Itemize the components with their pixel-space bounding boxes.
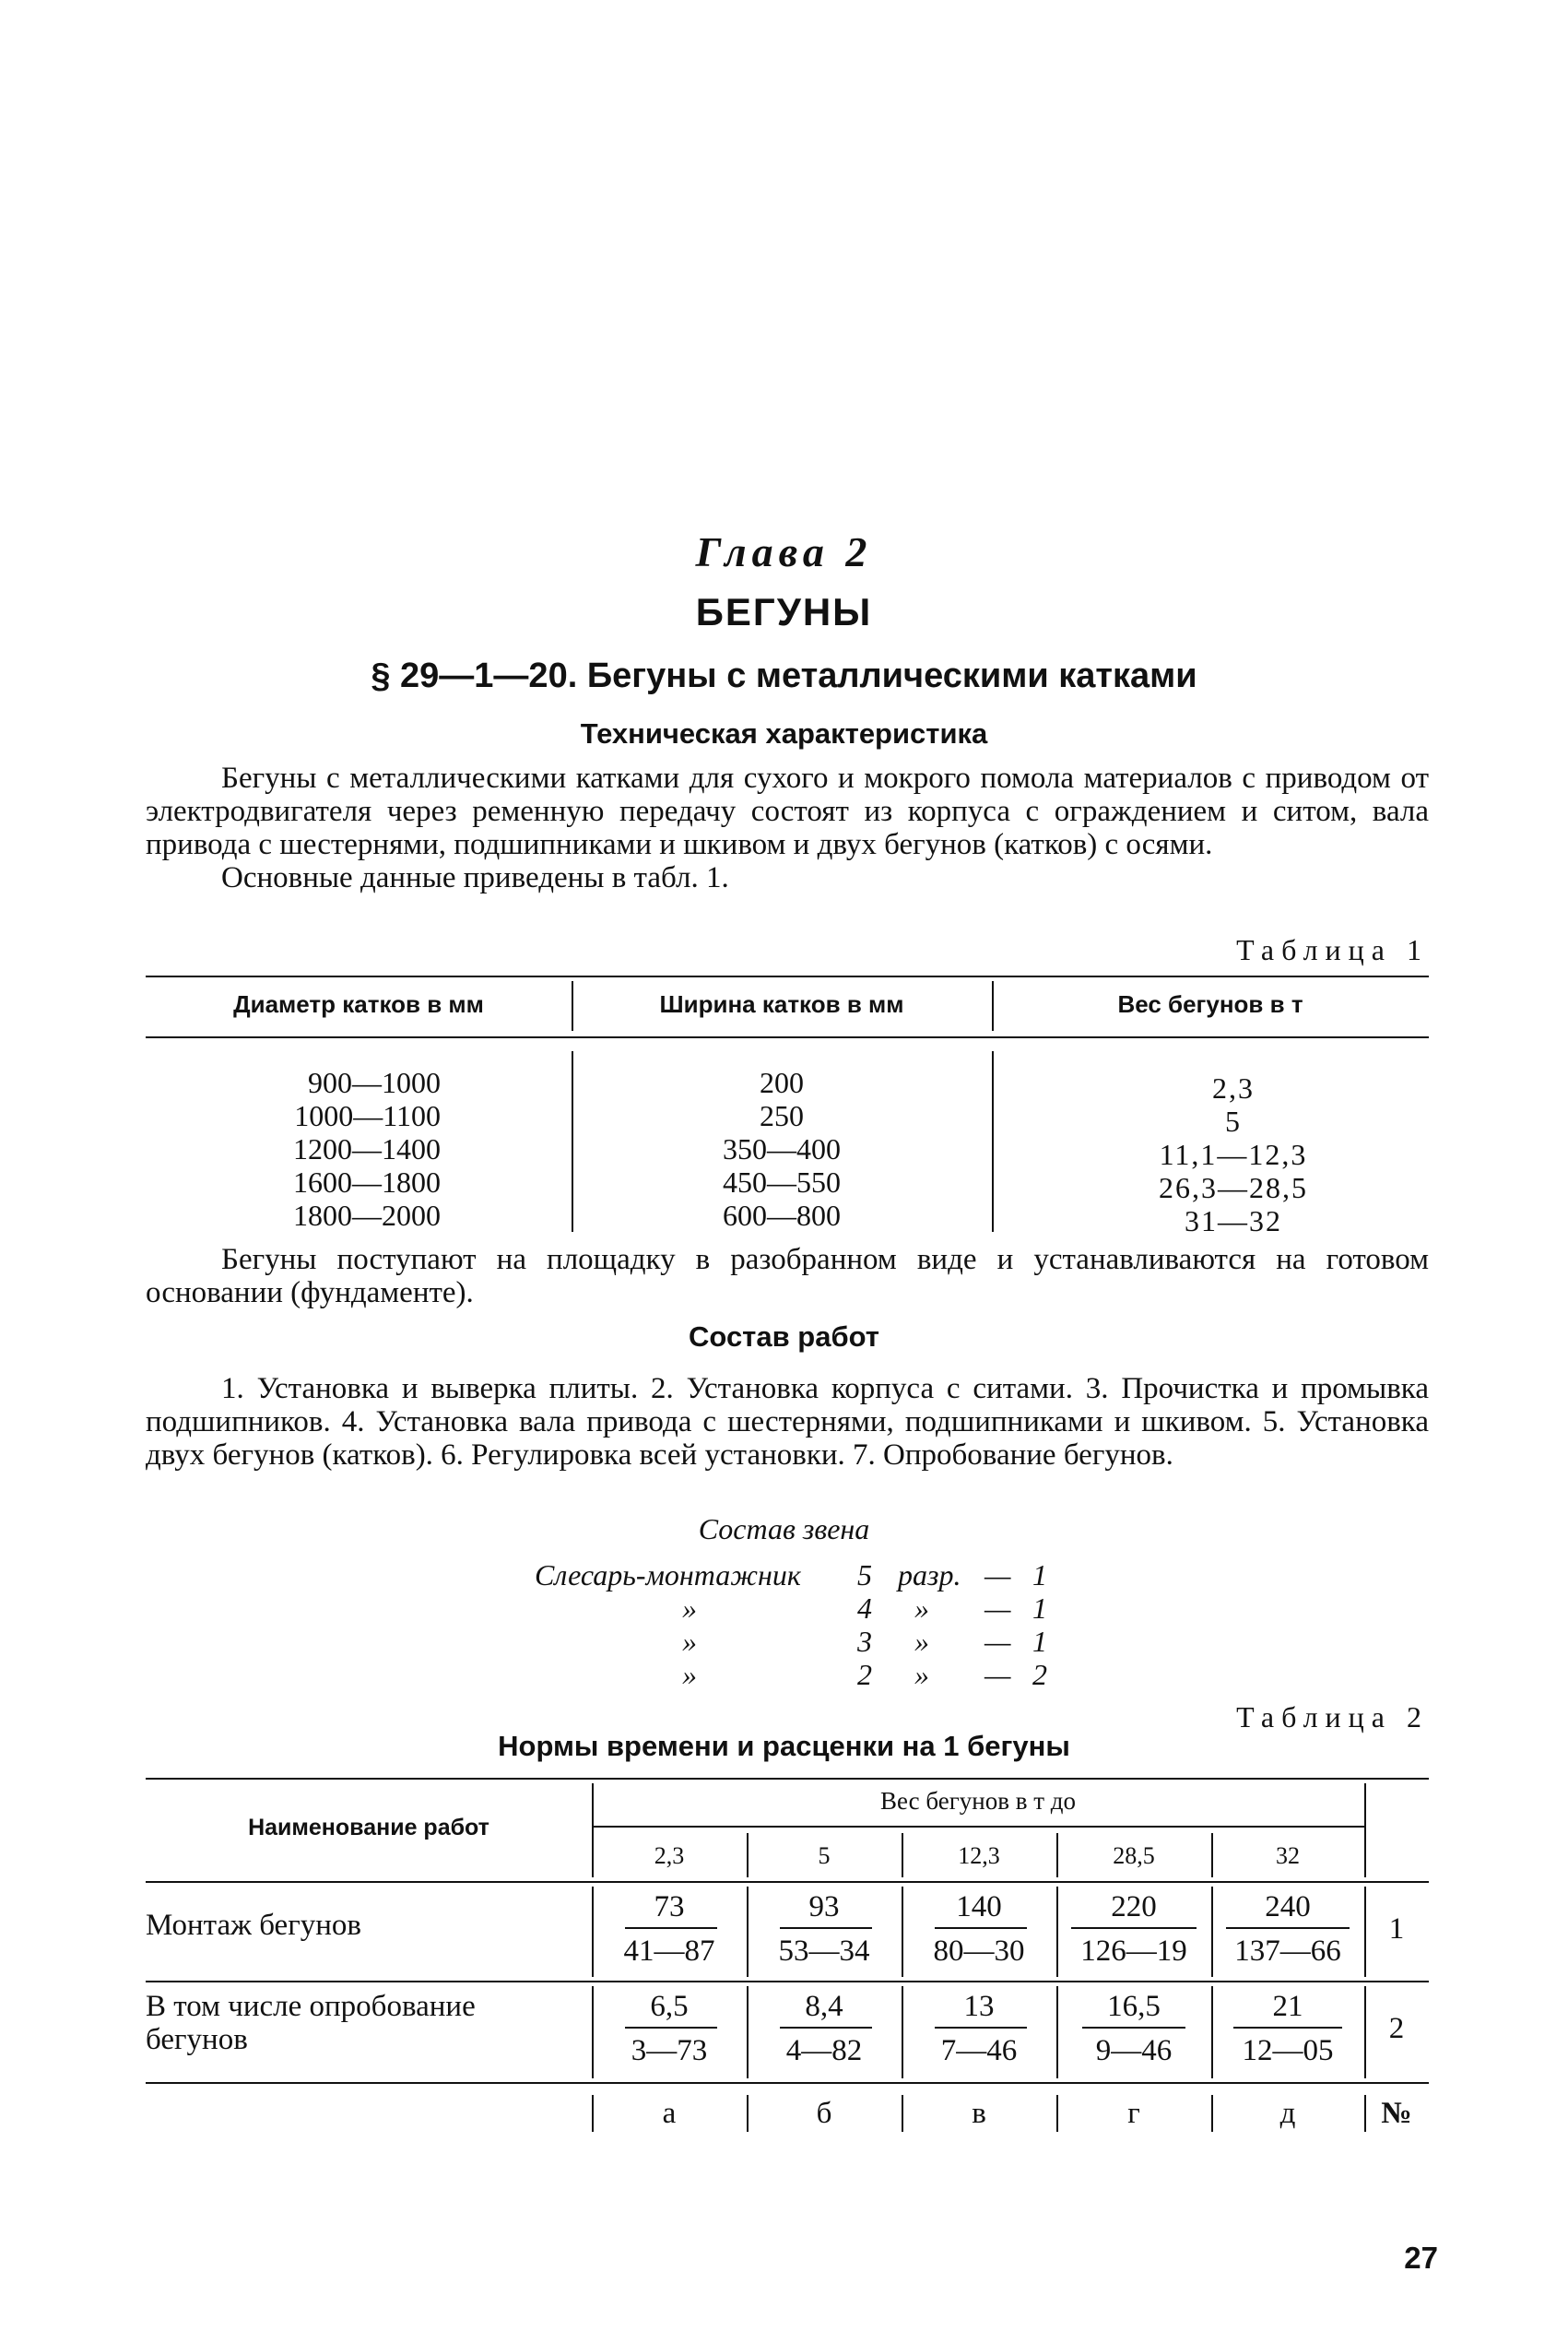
table-cell-price: 7—46 — [940, 2034, 1018, 2067]
intro-text: Бегуны с металлическими катками для сухого и мокрого помола материалов с приводом от электродвигателя через ременную передачу состоят из корпуса с ограждением и ситом, вала привода с шестернями, подшипниками и шкивом и двух бегунов (катков) с осями. — [146, 762, 1429, 861]
table-cell-norm: 240 — [1265, 1890, 1311, 1923]
page-number: 27 — [1404, 2241, 1438, 2275]
zveno-unit: » — [914, 1658, 929, 1691]
column-letter: в — [972, 2097, 986, 2130]
list-item — [535, 1625, 1088, 1658]
table2-divider — [1364, 1783, 1366, 1877]
table2-weight-header: 2,3 — [654, 1842, 685, 1869]
table2-group-header: Вес бегунов в т до — [879, 1787, 1077, 1815]
table1-header-rule — [146, 1036, 1429, 1038]
zveno-unit: » — [914, 1591, 929, 1625]
fraction-line — [780, 1927, 872, 1929]
table-cell-norm: 16,5 — [1107, 1990, 1161, 2023]
table2-caption: Таблица 2 — [1236, 1700, 1429, 1733]
column-letter: а — [662, 2097, 677, 2130]
works-paragraph — [146, 1372, 1429, 1472]
zveno-grade: 3 — [857, 1625, 872, 1658]
table1-diameter-column — [275, 1066, 441, 1232]
table-cell: 5 — [1225, 1105, 1242, 1138]
row-name-line: В том числе опробование — [146, 1990, 476, 2023]
column-letter: г — [1127, 2097, 1140, 2130]
zveno-heading: Состав звена — [698, 1512, 870, 1545]
table2-weight-header: 32 — [1276, 1842, 1300, 1869]
zveno-list — [535, 1558, 1088, 1691]
delivery-text: Бегуны поступают на площадку в разобранном виде и устанавливаются на готовом основании (фундаменте). — [146, 1243, 1429, 1309]
table2-row-number: 1 — [1388, 1912, 1405, 1946]
zveno-dash: — — [984, 1625, 1011, 1658]
table-cell: 11,1—12,3 — [1159, 1138, 1308, 1171]
fraction-line — [1233, 2027, 1342, 2029]
zveno-name: Слесарь-монтажник — [535, 1558, 801, 1591]
table1-weight-column — [1123, 1071, 1344, 1237]
fraction-line — [625, 2027, 717, 2029]
table-cell-norm: 73 — [654, 1890, 685, 1923]
table1-header-weight: Вес бегунов в т — [1117, 990, 1303, 1018]
table2-row-name: Монтаж бегунов — [146, 1909, 361, 1942]
table-cell: 1800—2000 — [293, 1199, 441, 1232]
table1-caption: Таблица 1 — [1236, 933, 1429, 966]
table-cell-norm: 6,5 — [650, 1990, 689, 2023]
table2-bottom-rule — [146, 2082, 1429, 2084]
fraction-line — [1071, 1927, 1197, 1929]
table-cell-price: 80—30 — [933, 1935, 1025, 1968]
table-cell: 1000—1100 — [294, 1099, 441, 1132]
table1-top-rule — [146, 976, 1429, 977]
zveno-name: » — [682, 1658, 697, 1691]
works-text: 1. Установка и выверка плиты. 2. Установка корпуса с ситами. 3. Прочистка и промывка подшипников. 4. Установка вала привода с шестернями, подшипниками и шкивом. 5. Установка двух бегунов (катков). 6. Регулировка всей установки. 7. Опробование бегунов. — [146, 1372, 1429, 1472]
table-cell-norm: 8,4 — [805, 1990, 843, 2023]
table2-row-number: 2 — [1388, 2012, 1405, 2045]
table-cell-price: 41—87 — [623, 1935, 715, 1968]
zveno-count: 2 — [1032, 1658, 1047, 1691]
table-cell: 2,3 — [1212, 1071, 1255, 1105]
table1-divider — [572, 1051, 573, 1232]
zveno-unit: » — [914, 1625, 929, 1658]
table2-weight-header: 12,3 — [958, 1842, 1000, 1869]
zveno-name: » — [682, 1625, 697, 1658]
table2-row-name — [146, 1990, 476, 2056]
column-letter: д — [1279, 2097, 1296, 2130]
table-cell: 26,3—28,5 — [1159, 1171, 1308, 1204]
table-cell-norm: 13 — [963, 1990, 995, 2023]
table-cell: 1600—1800 — [293, 1166, 441, 1199]
table-cell: 31—32 — [1185, 1204, 1282, 1237]
list-item — [535, 1558, 1088, 1591]
table-cell-price: 12—05 — [1242, 2034, 1334, 2067]
table-cell: 350—400 — [723, 1132, 841, 1166]
column-letter: б — [816, 2097, 832, 2130]
table-cell-price: 4—82 — [785, 2034, 863, 2067]
table-cell: 600—800 — [723, 1199, 841, 1232]
fraction-line — [1226, 1927, 1350, 1929]
table-cell-norm: 21 — [1272, 1990, 1303, 2023]
table2-row-rule — [146, 1981, 1429, 1982]
page-title: БЕГУНЫ — [695, 590, 873, 633]
table-cell-price: 9—46 — [1095, 2034, 1173, 2067]
table-cell-price: 3—73 — [631, 2034, 708, 2067]
zveno-dash: — — [984, 1658, 1011, 1691]
table-cell-norm: 140 — [956, 1890, 1002, 1923]
zveno-count: 1 — [1032, 1591, 1047, 1625]
table2-group-rule — [592, 1826, 1364, 1828]
table-cell-price: 53—34 — [778, 1935, 870, 1968]
table1-header-diameter: Диаметр катков в мм — [233, 990, 484, 1018]
table2-top-rule — [146, 1778, 1429, 1780]
zveno-count: 1 — [1032, 1625, 1047, 1658]
table-cell: 250 — [760, 1099, 804, 1132]
table-cell: 200 — [760, 1066, 804, 1099]
list-item — [535, 1591, 1088, 1625]
zveno-name: » — [682, 1591, 697, 1625]
table1-header-width: Ширина катков в мм — [659, 990, 904, 1018]
table-cell: 450—550 — [723, 1166, 841, 1199]
zveno-grade: 4 — [857, 1591, 872, 1625]
zveno-dash: — — [984, 1591, 1011, 1625]
fraction-line — [780, 2027, 872, 2029]
table2-header-rule — [146, 1881, 1429, 1883]
table-cell: 900—1000 — [308, 1066, 441, 1099]
table2-col-header: Наименование работ — [248, 1815, 489, 1840]
intro-ref: Основные данные приведены в табл. 1. — [221, 861, 729, 894]
table-cell-price: 137—66 — [1234, 1935, 1341, 1968]
zveno-unit: разр. — [898, 1558, 961, 1591]
table2-title: Нормы времени и расценки на 1 бегуны — [498, 1730, 1070, 1762]
fraction-line — [625, 1927, 717, 1929]
fraction-line — [935, 1927, 1027, 1929]
table-cell-norm: 93 — [808, 1890, 840, 1923]
table2-weight-header: 5 — [818, 1842, 831, 1869]
fraction-line — [1082, 2027, 1185, 2029]
fraction-line — [935, 2027, 1027, 2029]
table2-weight-header: 28,5 — [1113, 1842, 1155, 1869]
zveno-count: 1 — [1032, 1558, 1047, 1591]
works-heading: Состав работ — [689, 1320, 879, 1353]
table-cell-norm: 220 — [1111, 1890, 1157, 1923]
table1-width-column — [690, 1066, 874, 1232]
table-cell-price: 126—19 — [1080, 1935, 1187, 1968]
zveno-grade: 5 — [857, 1558, 872, 1591]
zveno-dash: — — [984, 1558, 1011, 1591]
row-name-line: бегунов — [146, 2023, 248, 2056]
intro-paragraph — [146, 762, 1429, 894]
num-label: № — [1381, 2097, 1412, 2130]
zveno-grade: 2 — [857, 1658, 872, 1691]
delivery-paragraph — [146, 1243, 1429, 1309]
table-cell: 1200—1400 — [293, 1132, 441, 1166]
list-item — [535, 1658, 1088, 1691]
table1-divider — [992, 1051, 994, 1232]
tech-heading: Техническая характеристика — [580, 717, 988, 750]
section-heading: § 29—1—20. Бегуны с металлическими катками — [371, 657, 1197, 695]
chapter-heading: Глава 2 — [695, 528, 873, 575]
